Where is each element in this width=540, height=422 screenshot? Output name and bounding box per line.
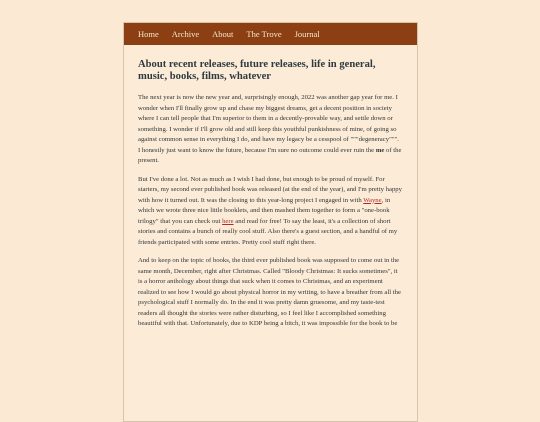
nav-journal[interactable]: Journal <box>294 29 320 39</box>
paragraph-2-text-1: But I've done a lot. Not as much as I wish I had done, but enough to be proud of myself. For starters, my second ever published book was released (at the end of the year), and I'm pretty happy with how it turned out. It was the closing to this year-long project I engaged in with <box>138 175 402 204</box>
paragraph-1-text: The next year is now the new year and, surprisingly enough, 2022 was another gap year for me. I wonder when I'll finally grow up and chase my biggest dreams, get a decent position in society where I can tell people that I'm superior to them in a decently-provable way, and settle down or something. I wonder if I'll grow old and still keep this youthful punkishness of mine, of going so against common sense in everything I do, and have my legacy be a cesspool of """degeneracy""". <box>138 94 399 143</box>
nav-about[interactable]: About <box>212 29 234 39</box>
emphasis-me: me <box>375 146 385 154</box>
blog-page <box>123 22 418 422</box>
post-content <box>124 45 417 330</box>
nav-archive[interactable]: Archive <box>171 29 200 39</box>
paragraph-1-line-2-end: of the present. <box>138 146 402 164</box>
wayne-link[interactable]: Wayne <box>363 196 382 204</box>
nav-home[interactable]: Home <box>138 29 159 39</box>
nav-the-trove[interactable]: The Trove <box>246 29 282 39</box>
paragraph-2-text-2: , in which we wrote three nice little booklets, and then mashed them together to form a "one-book trilogy" that you can check out <box>138 196 391 225</box>
top-navbar <box>124 23 417 45</box>
here-link[interactable]: here <box>222 217 234 225</box>
post-title: About recent releases, future releases, life in general, music, books, films, whatever <box>138 59 376 82</box>
post-paragraph-1 <box>138 93 403 167</box>
post-paragraph-3: And to keep on the topic of books, the third ever published book was supposed to come out in the same month, December, right after Christmas. Called "Bloody Christmas: It sucks sometimes", it is a horror anthology about things that suck when it comes to Christmas, and an experiment realized to see how I would go about physical horror in my writing, to have a breather from all the psychological stuff I normally do. In the end it was pretty damn gruesome, and my taste-test readers all thought the stories were rather disturbing, so I feel like I accomplished something beautiful with that. Unfortunately, due to KDP being a bitch, it was impossible for the book to be <box>138 257 401 327</box>
paragraph-1-line-2-start: I honestly just want to know the future, because I'm sure no outcome could ever ruin the <box>138 146 376 154</box>
post-paragraph-2 <box>138 175 403 249</box>
paragraph-2-text-3: and read for free! To say the least, it's a collection of short stories and contains a bunch of really cool stuff. Also there's a guest section, and a handful of my friends participated with some entries. Pretty cool stuff right there. <box>138 217 398 246</box>
